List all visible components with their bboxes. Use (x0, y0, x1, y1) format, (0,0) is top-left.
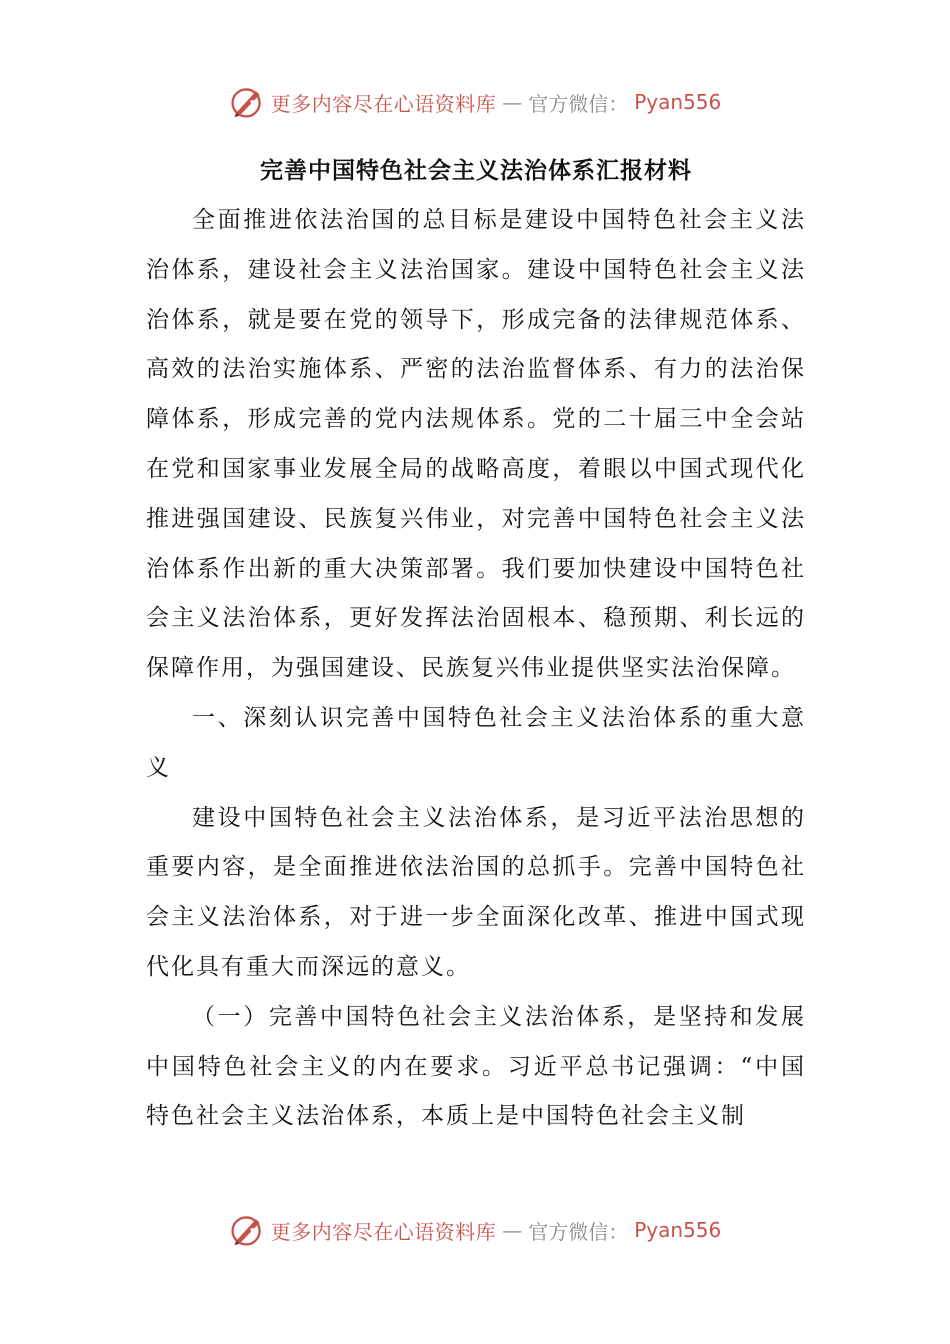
pen-circle-logo-icon (229, 1212, 265, 1248)
watermark-contact-label: 官方微信： (528, 91, 629, 116)
watermark-text: 更多内容尽在心语资料库 (270, 1219, 497, 1244)
watermark-header (0, 82, 950, 122)
paragraph-section-1: 建设中国特色社会主义法治体系，是习近平法治思想的重要内容，是全面推进依法治国的总抓手。完善中国特色社会主义法治体系，对于进一步全面深化改革、推进中国式现代化具有重大而深远的意义。 (146, 804, 806, 980)
watermark-text: 更多内容尽在心语资料库 (270, 91, 497, 116)
section-heading-1: 一、深刻认识完善中国特色社会主义法治体系的重大意义 (146, 704, 806, 781)
watermark-separator: — (502, 1218, 523, 1242)
watermark-contact-label: 官方微信： (528, 1219, 629, 1244)
watermark-separator: — (502, 90, 523, 114)
watermark-contact-id: Pyan556 (634, 1218, 722, 1242)
document-title: 完善中国特色社会主义法治体系汇报材料 (260, 158, 692, 184)
paragraph-intro: 全面推进依法治国的总目标是建设中国特色社会主义法治体系，建设社会主义法治国家。建设中国特色社会主义法治体系，就是要在党的领导下，形成完备的法律规范体系、高效的法治实施体系、严密的法治监督体系、有力的法治保障体系，形成完善的党内法规体系。党的二十届三中全会站在党和国家事业发展全局的战略高度，着眼以中国式现代化推进强国建设、民族复兴伟业，对完善中国特色社会主义法治体系作出新的重大决策部署。我们要加快建设中国特色社会主义法治体系，更好发挥法治固根本、稳预期、利长远的保障作用，为强国建设、民族复兴伟业提供坚实法治保障。 (146, 207, 806, 682)
document-body (146, 150, 806, 1142)
watermark-footer (0, 1210, 950, 1250)
paragraph-subsection-1: （一）完善中国特色社会主义法治体系，是坚持和发展中国特色社会主义的内在要求。习近平总书记强调：“中国特色社会主义法治体系，本质上是中国特色社会主义制 (146, 1003, 806, 1130)
pen-circle-logo-icon (229, 84, 265, 120)
watermark-contact-id: Pyan556 (634, 90, 722, 114)
